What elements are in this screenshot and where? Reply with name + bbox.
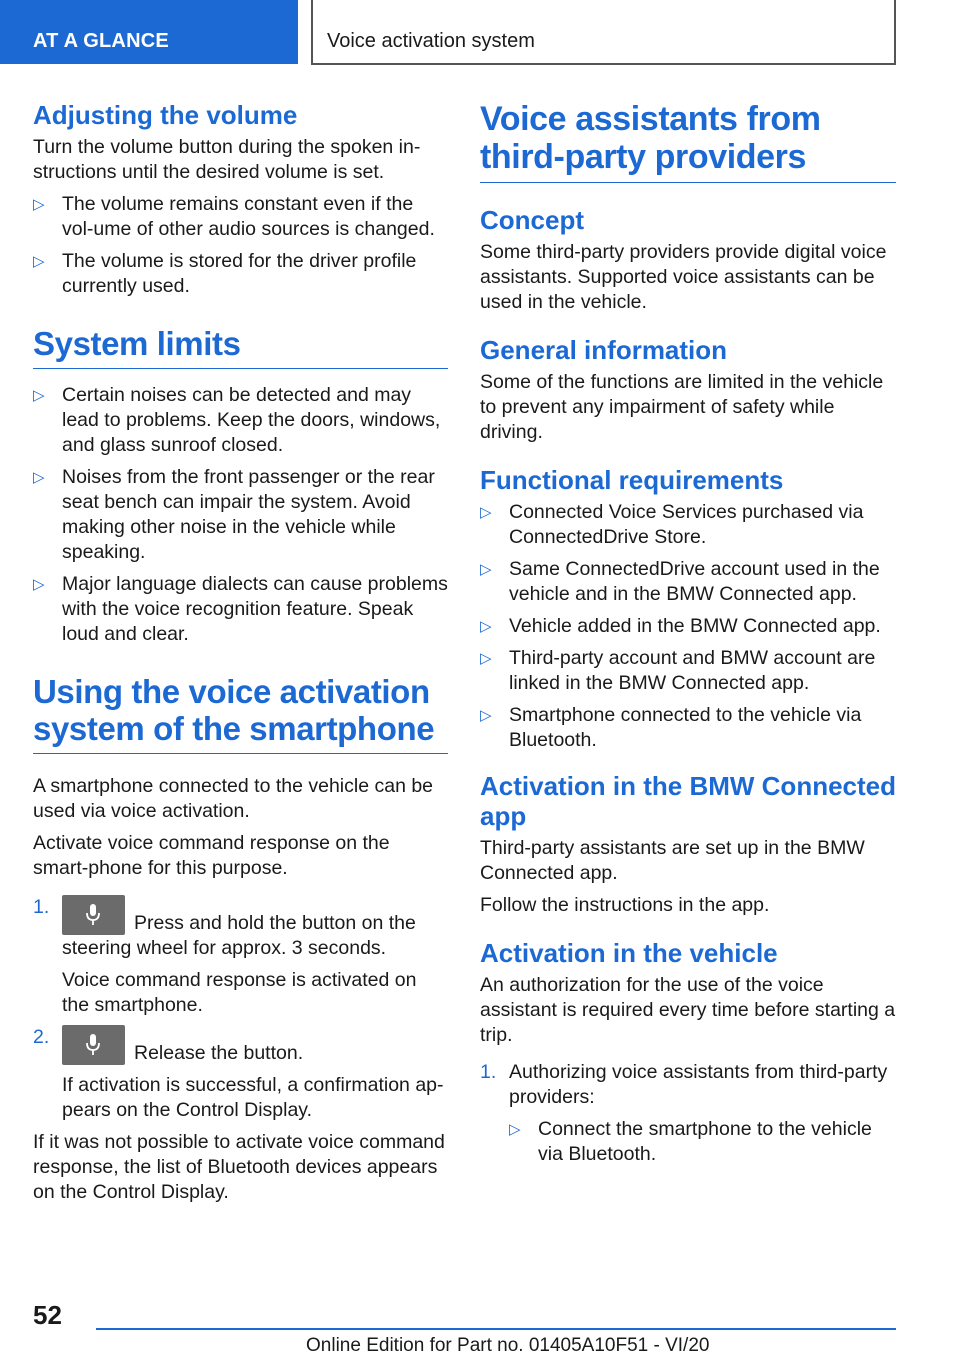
app-text-1: Third-party assistants are set up in the BMW Connected app. (480, 837, 865, 884)
step-item: 1. Press and hold the button on the steering wheel for approx. 3 seconds. Voice command response is activated on the smartphone. (33, 895, 448, 1018)
bullet-triangle-icon: ▷ (33, 253, 45, 270)
list-item: ▷ Vehicle added in the BMW Connected app. (480, 615, 881, 637)
smartphone-steps (33, 895, 448, 1123)
general-text: Some of the functions are limited in the vehicle to prevent any impairment of safety while driving. (480, 371, 884, 443)
list-item: ▷ Noises from the front passenger or the rear seat bench can impair the system. Avoid making other noise in the vehicle while speaking. (33, 466, 435, 563)
bullet-triangle-icon: ▷ (480, 650, 492, 667)
limits-bullets (33, 383, 448, 647)
list-item: ▷ Connect the smartphone to the vehicle via Bluetooth. (509, 1118, 872, 1165)
footer-edition: Online Edition for Part no. 01405A10F51 - VI/20 (306, 1335, 710, 1356)
list-item: ▷ The volume remains constant even if the vol‐ume of other audio sources is changed. (33, 193, 435, 240)
bullet-triangle-icon: ▷ (480, 561, 492, 578)
smartphone-text-2: Activate voice command response on the smart‐phone for this purpose. (33, 832, 390, 879)
heading-system-limits: System limits (33, 325, 448, 369)
vehicle-text: An authorization for the use of the voice assistant is required every time before starting a trip. (480, 974, 896, 1046)
section-title: AT A GLANCE (33, 30, 169, 52)
heading-third-party-assistants: Voice assistants from third-party providers (480, 100, 896, 183)
step-number: 1. (480, 1061, 497, 1083)
volume-bullets (33, 192, 448, 299)
footer-divider (96, 1328, 896, 1330)
list-item: ▷ Major language dialects can cause problems with the voice recognition feature. Speak loud and clear. (33, 573, 448, 645)
vehicle-sub-bullets (509, 1117, 896, 1167)
bullet-triangle-icon: ▷ (33, 387, 45, 404)
list-item: ▷ Third-party account and BMW account are linked in the BMW Connected app. (480, 647, 876, 694)
step-note: If activation is successful, a confirmation ap‐pears on the Control Display. (62, 1074, 444, 1121)
smartphone-text-3: If it was not possible to activate voice command response, the list of Bluetooth devices appears on the Control Display. (33, 1131, 445, 1203)
vehicle-steps (480, 1060, 896, 1167)
bullet-triangle-icon: ▷ (33, 576, 45, 593)
chapter-header (311, 0, 896, 65)
requirements-bullets (480, 500, 896, 753)
step-item: 1. Authorizing voice assistants from third-party providers: ▷ Connect the smartphone to the vehicle via Bluetooth. (480, 1060, 896, 1167)
page-number: 52 (33, 1300, 62, 1330)
bullet-triangle-icon: ▷ (480, 504, 492, 521)
bullet-triangle-icon: ▷ (480, 618, 492, 635)
bullet-triangle-icon: ▷ (33, 196, 45, 213)
list-item: ▷ Certain noises can be detected and may lead to problems. Keep the doors, windows, and glass sunroof closed. (33, 384, 441, 456)
heading-concept: Concept (480, 205, 584, 235)
heading-smartphone-voice: Using the voice activation system of the smartphone (33, 673, 448, 754)
heading-functional-requirements: Functional requirements (480, 465, 784, 495)
step-number: 2. (33, 1026, 50, 1048)
bullet-triangle-icon: ▷ (33, 469, 45, 486)
left-column (33, 100, 448, 1212)
microphone-icon (62, 895, 125, 935)
heading-activation-app: Activation in the BMW Connected app (480, 771, 896, 831)
step-number: 1. (33, 896, 50, 918)
list-item: ▷ Connected Voice Services purchased via ConnectedDrive Store. (480, 501, 864, 548)
list-item: ▷ Smartphone connected to the vehicle via Bluetooth. (480, 704, 862, 751)
concept-text: Some third-party providers provide digital voice assistants. Supported voice assistants can be used in the vehicle. (480, 241, 887, 313)
chapter-title: Voice activation system (327, 30, 535, 52)
bullet-triangle-icon: ▷ (509, 1121, 521, 1138)
heading-general-information: General information (480, 335, 728, 365)
bullet-triangle-icon: ▷ (480, 707, 492, 724)
heading-adjusting-volume: Adjusting the volume (33, 100, 298, 130)
right-column (480, 100, 896, 1174)
list-item: ▷ The volume is stored for the driver profile currently used. (33, 250, 417, 297)
app-text-2: Follow the instructions in the app. (480, 894, 770, 916)
microphone-icon (62, 1025, 125, 1065)
step-item: 2. Release the button. If activation is successful, a confirmation ap‐pears on the Control Display. (33, 1025, 448, 1123)
smartphone-text-1: A smartphone connected to the vehicle can be used via voice activation. (33, 775, 434, 822)
section-tab (0, 0, 298, 64)
heading-activation-vehicle: Activation in the vehicle (480, 938, 778, 968)
volume-text: Turn the volume button during the spoken in‐structions until the desired volume is set. (33, 136, 421, 183)
step-note: Voice command response is activated on the smartphone. (62, 969, 417, 1016)
list-item: ▷ Same ConnectedDrive account used in the vehicle and in the BMW Connected app. (480, 558, 880, 605)
